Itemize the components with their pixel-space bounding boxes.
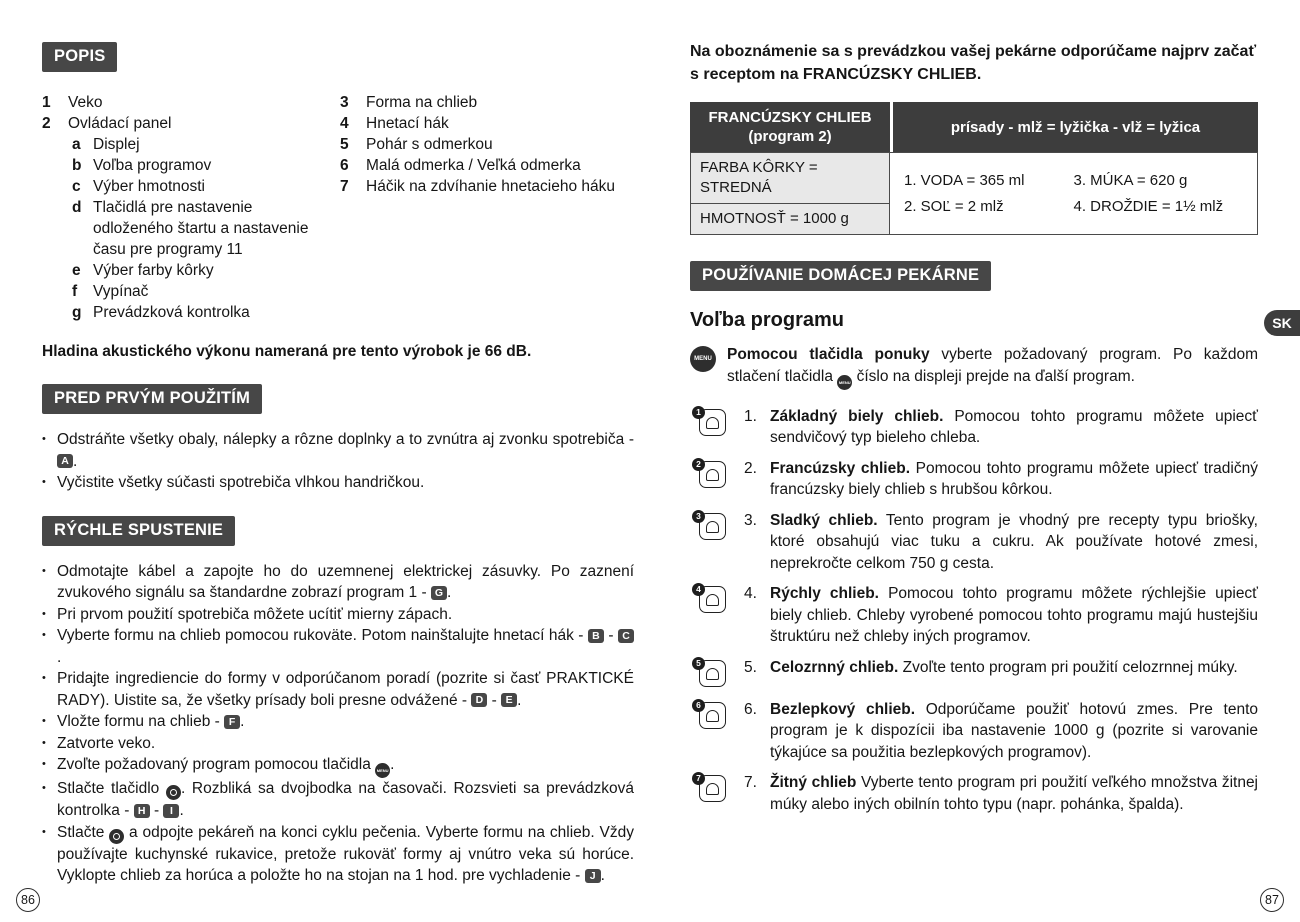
- program-icon-number: 7: [692, 772, 705, 785]
- item-number: 7: [340, 178, 349, 195]
- program-detail: Zvoľte tento program pri použití celozrnnej múky.: [898, 658, 1238, 676]
- subitem-text: Vypínač: [93, 283, 149, 300]
- bullet-dot: •: [42, 736, 46, 749]
- bullet-item: [42, 754, 634, 778]
- recipe-table-body: [690, 152, 1258, 235]
- recipe-table-header-program: [690, 102, 890, 152]
- recipe-table-left-column: [690, 152, 890, 235]
- bullet-dot: •: [42, 564, 46, 577]
- program-detail: Odporúčame použiť hotovú zmes. Pre tento program je k dispozícii iba nastavenie 1000 g (pozrite si varovanie týkajúce sa použitia bezlepkových programov).: [770, 700, 1258, 761]
- item-number: 1: [42, 94, 51, 111]
- first-use-badge-row: [42, 384, 634, 414]
- item-text: Forma na chlieb: [366, 94, 478, 111]
- bullet-text: Vyberte formu na chlieb pomocou rukoväte. Potom nainštalujte hnetací hák - B - C.: [57, 625, 634, 668]
- letter-badge-f: F: [224, 715, 240, 729]
- item-text: Hnetací hák: [366, 115, 449, 132]
- program-selection-para: [690, 344, 1258, 390]
- letter-badge-g: G: [431, 586, 447, 600]
- program-number: 2.: [744, 459, 757, 477]
- program-detail: Vyberte tento program pri použití veľkého množstva žitnej múky alebo iných obilnín tohto typu (napr. pohánka, špalda).: [770, 774, 1259, 813]
- program-number: 3.: [744, 511, 757, 529]
- letter-badge-b: B: [588, 629, 604, 643]
- program-list: [690, 406, 1258, 816]
- quick-start-bullets: [42, 561, 634, 887]
- letter-badge-j: J: [585, 869, 601, 883]
- bullet-dot: •: [42, 825, 46, 838]
- item-text: Veko: [68, 94, 103, 111]
- program-number: 7.: [744, 774, 757, 792]
- program-selection-text: Pomocou tlačidla ponuky vyberte požadovaný program. Po každom stlačení tlačidla MENU číslo na displeji prejde na ďalší program.: [727, 344, 1258, 390]
- program-description: [770, 406, 1258, 449]
- recipe-table-header: [690, 102, 1258, 152]
- program-item: [690, 699, 1258, 764]
- intro-paragraph: Na oboznámenie sa s prevádzkou vašej pekárne odporúčame najprv začať s receptom na FRANCÚZSKY CHLIEB.: [690, 43, 1257, 83]
- program-name: Sladký chlieb.: [770, 511, 878, 529]
- bullet-dot: •: [42, 672, 46, 684]
- description-subitem: [72, 134, 328, 155]
- program-text: [744, 699, 1258, 764]
- program-description: [770, 458, 1258, 501]
- description-col-1: [42, 92, 340, 323]
- description-item: [340, 113, 634, 134]
- item-text: Ovládací panel: [68, 115, 172, 132]
- program-selection-heading: Voľba programu: [690, 309, 845, 331]
- bullet-text: Odmotajte kábel a zapojte ho do uzemnenej elektrickej zásuvky. Po zaznení zvukového signálu sa štandardne zobrazí program 1 - G .: [57, 562, 634, 601]
- recipe-program-number: (program 2): [748, 128, 832, 145]
- ingredient: 3. MÚKA = 620 g: [1073, 172, 1188, 189]
- bullet-item: [42, 668, 634, 711]
- item-number: 2: [42, 115, 51, 132]
- program-text: [744, 657, 1258, 690]
- ingredient: 4. DROŽDIE = 1½ mlž: [1073, 198, 1224, 215]
- item-number: 5: [340, 136, 349, 153]
- description-col-2: [340, 92, 634, 323]
- section-title-usage: POUŽÍVANIE DOMÁCEJ PEKÁRNE: [690, 261, 991, 291]
- item-text: Pohár s odmerkou: [366, 136, 493, 153]
- program-number: 1.: [744, 407, 757, 425]
- ingredients-col-1: [904, 171, 1074, 216]
- page-number-left: 86: [16, 888, 40, 912]
- menu-button-icon: MENU: [837, 375, 852, 390]
- program-detail: Pomocou tohto programu môžete upiecť sendvičový typ bieleho chleba.: [770, 407, 1258, 447]
- program-description: [770, 583, 1258, 648]
- section-title-first-use: PRED PRVÝM POUŽITÍM: [42, 384, 262, 414]
- item-number: 4: [340, 115, 349, 132]
- program-item: [690, 510, 1258, 575]
- letter-badge-e: E: [501, 693, 517, 707]
- recipe-table: [690, 102, 1258, 235]
- subitem-text: Voľba programov: [93, 157, 212, 174]
- quick-start-badge-row: [42, 516, 634, 546]
- description-item: [42, 113, 328, 134]
- menu-button-icon: MENU: [375, 763, 390, 778]
- bread-loaf-shape: [706, 417, 719, 429]
- letter-badge-c: C: [618, 629, 634, 643]
- program-item: [690, 657, 1258, 690]
- bullet-text: Pri prvom použití spotrebiča môžete ucítiť mierny zápach.: [57, 605, 453, 623]
- recipe-name: FRANCÚZSKY CHLIEB: [708, 109, 872, 126]
- bullet-text: Zatvorte veko.: [57, 734, 156, 752]
- program-4-icon: [690, 584, 730, 616]
- subitem-letter: f: [72, 283, 78, 300]
- item-number: 6: [340, 157, 349, 174]
- program-item: [690, 583, 1258, 648]
- description-subitem: [72, 197, 328, 260]
- bullet-dot: •: [42, 758, 46, 770]
- letter-badge-h: H: [134, 804, 150, 818]
- bullet-text: Zvoľte požadovaný program pomocou tlačidla MENU .: [57, 754, 634, 778]
- bullet-item: [42, 429, 634, 472]
- section-title-popis: POPIS: [42, 42, 117, 72]
- subitem-letter: e: [72, 262, 81, 279]
- program-number: 4.: [744, 585, 757, 603]
- bread-loaf-shape: [706, 783, 719, 795]
- bullet-item: [42, 733, 634, 755]
- page-left: [42, 0, 634, 887]
- ingredients-cell: [890, 152, 1258, 235]
- program-detail: Tento program je vhodný pre recepty typu briošky, ktoré obsahujú viac tuku a cukru. Ak používate hotové zmesi, neprekročte celkom 750 g cesta.: [770, 511, 1258, 572]
- section-title-quick-start: RÝCHLE SPUSTENIE: [42, 516, 235, 546]
- program-number: 5.: [744, 658, 757, 676]
- program-description: [770, 657, 1258, 690]
- subitem-letter: c: [72, 178, 81, 195]
- program-description: [770, 699, 1258, 764]
- bullet-dot: •: [42, 715, 46, 727]
- ingredient: 2. SOĽ = 2 mlž: [904, 198, 1004, 215]
- program-5-icon: [690, 658, 730, 690]
- subitem-text: Výber hmotnosti: [93, 178, 205, 195]
- program-text: [744, 458, 1258, 501]
- program-name: Rýchly chlieb.: [770, 585, 879, 603]
- program-name: Základný biely chlieb.: [770, 407, 944, 425]
- program-item: [690, 458, 1258, 501]
- letter-badge-a: A: [57, 454, 73, 468]
- description-list: [42, 92, 634, 323]
- bullet-dot: •: [42, 476, 46, 488]
- program-item: [690, 772, 1258, 815]
- subitem-letter: g: [72, 304, 82, 321]
- bullet-item: [42, 625, 634, 668]
- description-item: [340, 92, 634, 113]
- program-icon-number: 4: [692, 583, 705, 596]
- program-icon-number: 3: [692, 510, 705, 523]
- subitem-text: Displej: [93, 136, 140, 153]
- recipe-table-header-ingredients: prísady - mlž = lyžička - vlž = lyžica: [893, 102, 1258, 152]
- program-description: [770, 510, 1258, 575]
- page-number-right: 87: [1260, 888, 1284, 912]
- bullet-dot: •: [42, 782, 46, 795]
- bullet-dot: •: [42, 433, 46, 445]
- program-number: 6.: [744, 700, 757, 718]
- program-name: Bezlepkový chlieb.: [770, 700, 916, 718]
- item-text: Malá odmerka / Veľká odmerka: [366, 157, 581, 174]
- program-1-icon: [690, 407, 730, 439]
- description-subitem: [72, 155, 328, 176]
- bullet-dot: •: [42, 629, 46, 641]
- start-stop-button-icon: [166, 785, 181, 800]
- bread-loaf-shape: [706, 594, 719, 606]
- bullet-text: Stlačte tlačidlo . Rozbliká sa dvojbodka na časovači. Rozsvieti sa prevádzková kontrolka - H - I .: [57, 780, 634, 820]
- program-text: [744, 510, 1258, 575]
- item-text: Háčik na zdvíhanie hnetacieho háku: [366, 178, 616, 195]
- ingredient: 1. VODA = 365 ml: [904, 172, 1025, 189]
- power-glyph: [113, 833, 120, 840]
- subitem-letter: d: [72, 199, 82, 216]
- program-description: [770, 772, 1258, 815]
- program-item: [690, 406, 1258, 449]
- bullet-text: Stlačte a odpojte pekáreň na konci cyklu pečenia. Vyberte formu na chlieb. Vždy používajte kuchynské rukavice, pretože rukoväť formy aj vnútro veka sú horúce. Vyklopte chlieb za horúca a položte ho na stojan na 1 hod. pre vychladenie - J .: [57, 823, 634, 885]
- program-icon-number: 1: [692, 406, 705, 419]
- bullet-text: Pridajte ingrediencie do formy v odporúčanom poradí (pozrite si časť PRAKTICKÉ RADY). Uistite sa, že všetky prísady boli presne odvážené - D - E .: [57, 670, 634, 709]
- program-text: [744, 772, 1258, 815]
- bullet-dot: •: [42, 607, 46, 620]
- first-use-bullets: [42, 429, 634, 494]
- letter-badge-d: D: [471, 693, 487, 707]
- subitem-text: Prevádzková kontrolka: [93, 304, 250, 321]
- bullet-text: Odstráňte všetky obaly, nálepky a rôzne doplnky a to zvnútra aj zvonku spotrebiča - A .: [57, 431, 634, 470]
- power-glyph: [170, 789, 177, 796]
- bullet-item: [42, 472, 634, 494]
- letter-badge-i: I: [163, 804, 179, 818]
- program-name: Francúzsky chlieb.: [770, 459, 911, 477]
- description-subitem: [72, 176, 328, 197]
- program-7-icon: [690, 773, 730, 805]
- description-subitem: [72, 281, 328, 302]
- ingredients-col-2: [1074, 171, 1244, 216]
- program-3-icon: [690, 511, 730, 543]
- bullet-item: [42, 561, 634, 604]
- bullet-text: Vyčistite všetky súčasti spotrebiča vlhkou handričkou.: [57, 474, 425, 491]
- program-name: Celozrnný chlieb.: [770, 658, 899, 676]
- description-subitem: [72, 302, 328, 323]
- menu-button-icon: MENU: [690, 346, 716, 372]
- start-stop-button-icon: [109, 829, 124, 844]
- subitem-letter: a: [72, 136, 81, 153]
- program-icon-number: 6: [692, 699, 705, 712]
- bullet-item: [42, 778, 634, 822]
- bullet-item: [42, 822, 634, 887]
- bullet-item: [42, 711, 634, 733]
- program-6-icon: [690, 700, 730, 732]
- description-item: [340, 155, 634, 176]
- item-number: 3: [340, 94, 349, 111]
- program-icon-number: 2: [692, 458, 705, 471]
- description-item: [42, 92, 328, 113]
- program-text: [744, 583, 1258, 648]
- page-right: [690, 0, 1258, 815]
- crust-color-cell: FARBA KÔRKY = STREDNÁ: [690, 152, 890, 204]
- usage-badge-row: [690, 261, 1258, 291]
- popis-badge-row: [42, 42, 634, 72]
- bread-loaf-shape: [706, 668, 719, 680]
- subitem-text: Výber farby kôrky: [93, 262, 214, 279]
- subitem-letter: b: [72, 157, 82, 174]
- bread-loaf-shape: [706, 469, 719, 481]
- description-item: [340, 176, 634, 197]
- subitem-text: Tlačidlá pre nastavenie odloženého štartu a nastavenie času pre programy 11: [93, 199, 309, 258]
- program-detail: Pomocou tohto programu môžete rýchlejšie upiecť biely chlieb. Chleby vyrobené pomocou tohto programu majú hustejšiu štruktúru než chleby iných programov.: [770, 585, 1258, 646]
- description-item: [340, 134, 634, 155]
- bread-loaf-shape: [706, 710, 719, 722]
- bullet-item: [42, 604, 634, 626]
- description-subitem: [72, 260, 328, 281]
- program-icon-number: 5: [692, 657, 705, 670]
- bread-loaf-shape: [706, 521, 719, 533]
- bold-text: Pomocou tlačidla ponuky: [727, 346, 930, 363]
- program-name: Žitný chlieb: [770, 774, 857, 792]
- weight-cell: HMOTNOSŤ = 1000 g: [690, 204, 890, 235]
- bullet-text: Vložte formu na chlieb - F .: [57, 713, 245, 730]
- noise-level-note: Hladina akustického výkonu nameraná pre tento výrobok je 66 dB.: [42, 343, 532, 360]
- program-detail: Pomocou tohto programu môžete upiecť tradičný francúzsky biely chlieb s hrubšou kôrkou.: [770, 459, 1258, 499]
- program-text: [744, 406, 1258, 449]
- language-tab-sk: SK: [1264, 310, 1300, 336]
- program-2-icon: [690, 459, 730, 491]
